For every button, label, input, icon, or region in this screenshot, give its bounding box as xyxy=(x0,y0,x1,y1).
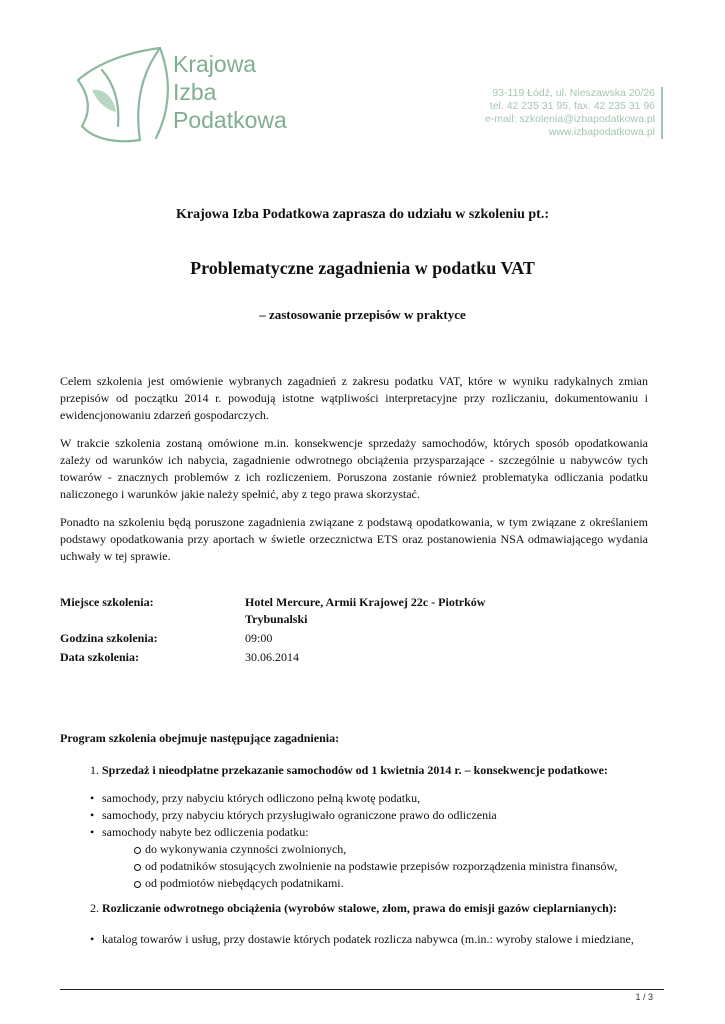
place-label: Miejsce szkolenia: xyxy=(60,595,154,609)
contact-website[interactable]: www.izbapodatkowa.pl xyxy=(548,126,655,138)
time-value: 09:00 xyxy=(245,631,273,645)
list-item: od podatników stosujących zwolnienie na podstawie przepisów rozporządzenia ministra finansów, xyxy=(133,858,617,875)
program-item-1-title: Sprzedaż i nieodpłatne przekazanie samochodów od 1 kwietnia 2014 r. – konsekwencje podatkowe: xyxy=(102,763,608,777)
logo-wordmark xyxy=(173,50,287,134)
time-label: Godzina szkolenia: xyxy=(60,631,158,645)
program-item-1-number: 1. xyxy=(90,763,99,777)
logo-line-1: Krajowa xyxy=(173,51,257,77)
contact-address: 93-119 Łódź, ul. Nieszawska 20/26 xyxy=(492,87,655,99)
logo-line-2: Izba xyxy=(173,79,217,105)
list-item: • katalog towarów i usług, przy dostawie których podatek rozlicza nabywca (m.in.: wyroby stalowe i miedziane, xyxy=(90,931,634,948)
program-item-2-bullets xyxy=(90,931,634,948)
training-title: Problematyczne zagadnienia w podatku VAT xyxy=(190,258,535,278)
program-heading: Program szkolenia obejmuje następujące zagadnienia: xyxy=(60,731,340,745)
program-item-1 xyxy=(90,763,608,778)
footer-divider xyxy=(60,989,664,990)
contact-block xyxy=(485,87,663,139)
paragraph-additional: Ponadto na szkoleniu będą poruszone zagadnienia związane z podstawą opodatkowania, w tym związane z określaniem podstawy opodatkowania przy aportach w świetle orzecznictwa ETS oraz postanowienia NSA odmawiającego wydania uchwały w tej sprawie. xyxy=(60,515,648,563)
page-number: 1 / 3 xyxy=(635,992,653,1002)
program-item-2 xyxy=(90,901,617,916)
program-item-1-subbullets xyxy=(133,841,617,892)
contact-phone: tel. 42 235 31 95, fax. 42 235 31 96 xyxy=(489,100,655,112)
training-subtitle: – zastosowanie przepisów w praktyce xyxy=(259,307,466,322)
date-label: Data szkolenia: xyxy=(60,650,139,664)
paragraph-goal: Celem szkolenia jest omówienie wybranych zagadnień z zakresu podatku VAT, które w wyniku radykalnych zmian przepisów od początku 2014 r. powodują istotne wątpliwości interpretacyjne przy rozliczaniu, dokumentowaniu i ewidencjonowaniu zdarzeń gospodarczych. xyxy=(60,374,648,422)
list-item: od podmiotów niebędących podatnikami. xyxy=(133,875,617,892)
intro-line: Krajowa Izba Podatkowa zaprasza do udziału w szkoleniu pt.: xyxy=(176,207,549,222)
date-value: 30.06.2014 xyxy=(245,650,299,664)
list-item: do wykonywania czynności zwolnionych, xyxy=(133,841,617,858)
program-item-2-title: Rozliczanie odwrotnego obciążenia (wyrobów stalowe, złom, prawa do emisji gazów cieplarnianych): xyxy=(102,901,617,915)
paragraph-topics: W trakcie szkolenia zostaną omówione m.in. konsekwencje sprzedaży samochodów, których sposób opodatkowania zależy od warunków ich nabycia, zagadnienie odwrotnego obciążenia przysparzające - szczególnie u nabywców tych towarów - znacznych problemów z ich rozliczeniem. Poruszona zostanie również problematyka odliczania podatku naliczonego i warunków jakie należy spełnić, aby z tego prawa skorzystać. xyxy=(60,436,648,501)
logo-line-3: Podatkowa xyxy=(173,107,287,133)
contact-email[interactable]: e-mail: szkolenia@izbapodatkowa.pl xyxy=(485,113,655,125)
list-item: • samochody, przy nabyciu których przysługiwało ograniczone prawo do odliczenia xyxy=(90,807,497,824)
list-item: • samochody, przy nabyciu których odliczono pełną kwotę podatku, xyxy=(90,790,497,807)
list-item: • samochody nabyte bez odliczenia podatku: xyxy=(90,824,497,841)
program-item-2-number: 2. xyxy=(90,901,99,915)
program-item-1-bullets xyxy=(90,790,497,841)
place-value: Hotel Mercure, Armii Krajowej 22c - Piotrków Trybunalski xyxy=(245,595,486,626)
